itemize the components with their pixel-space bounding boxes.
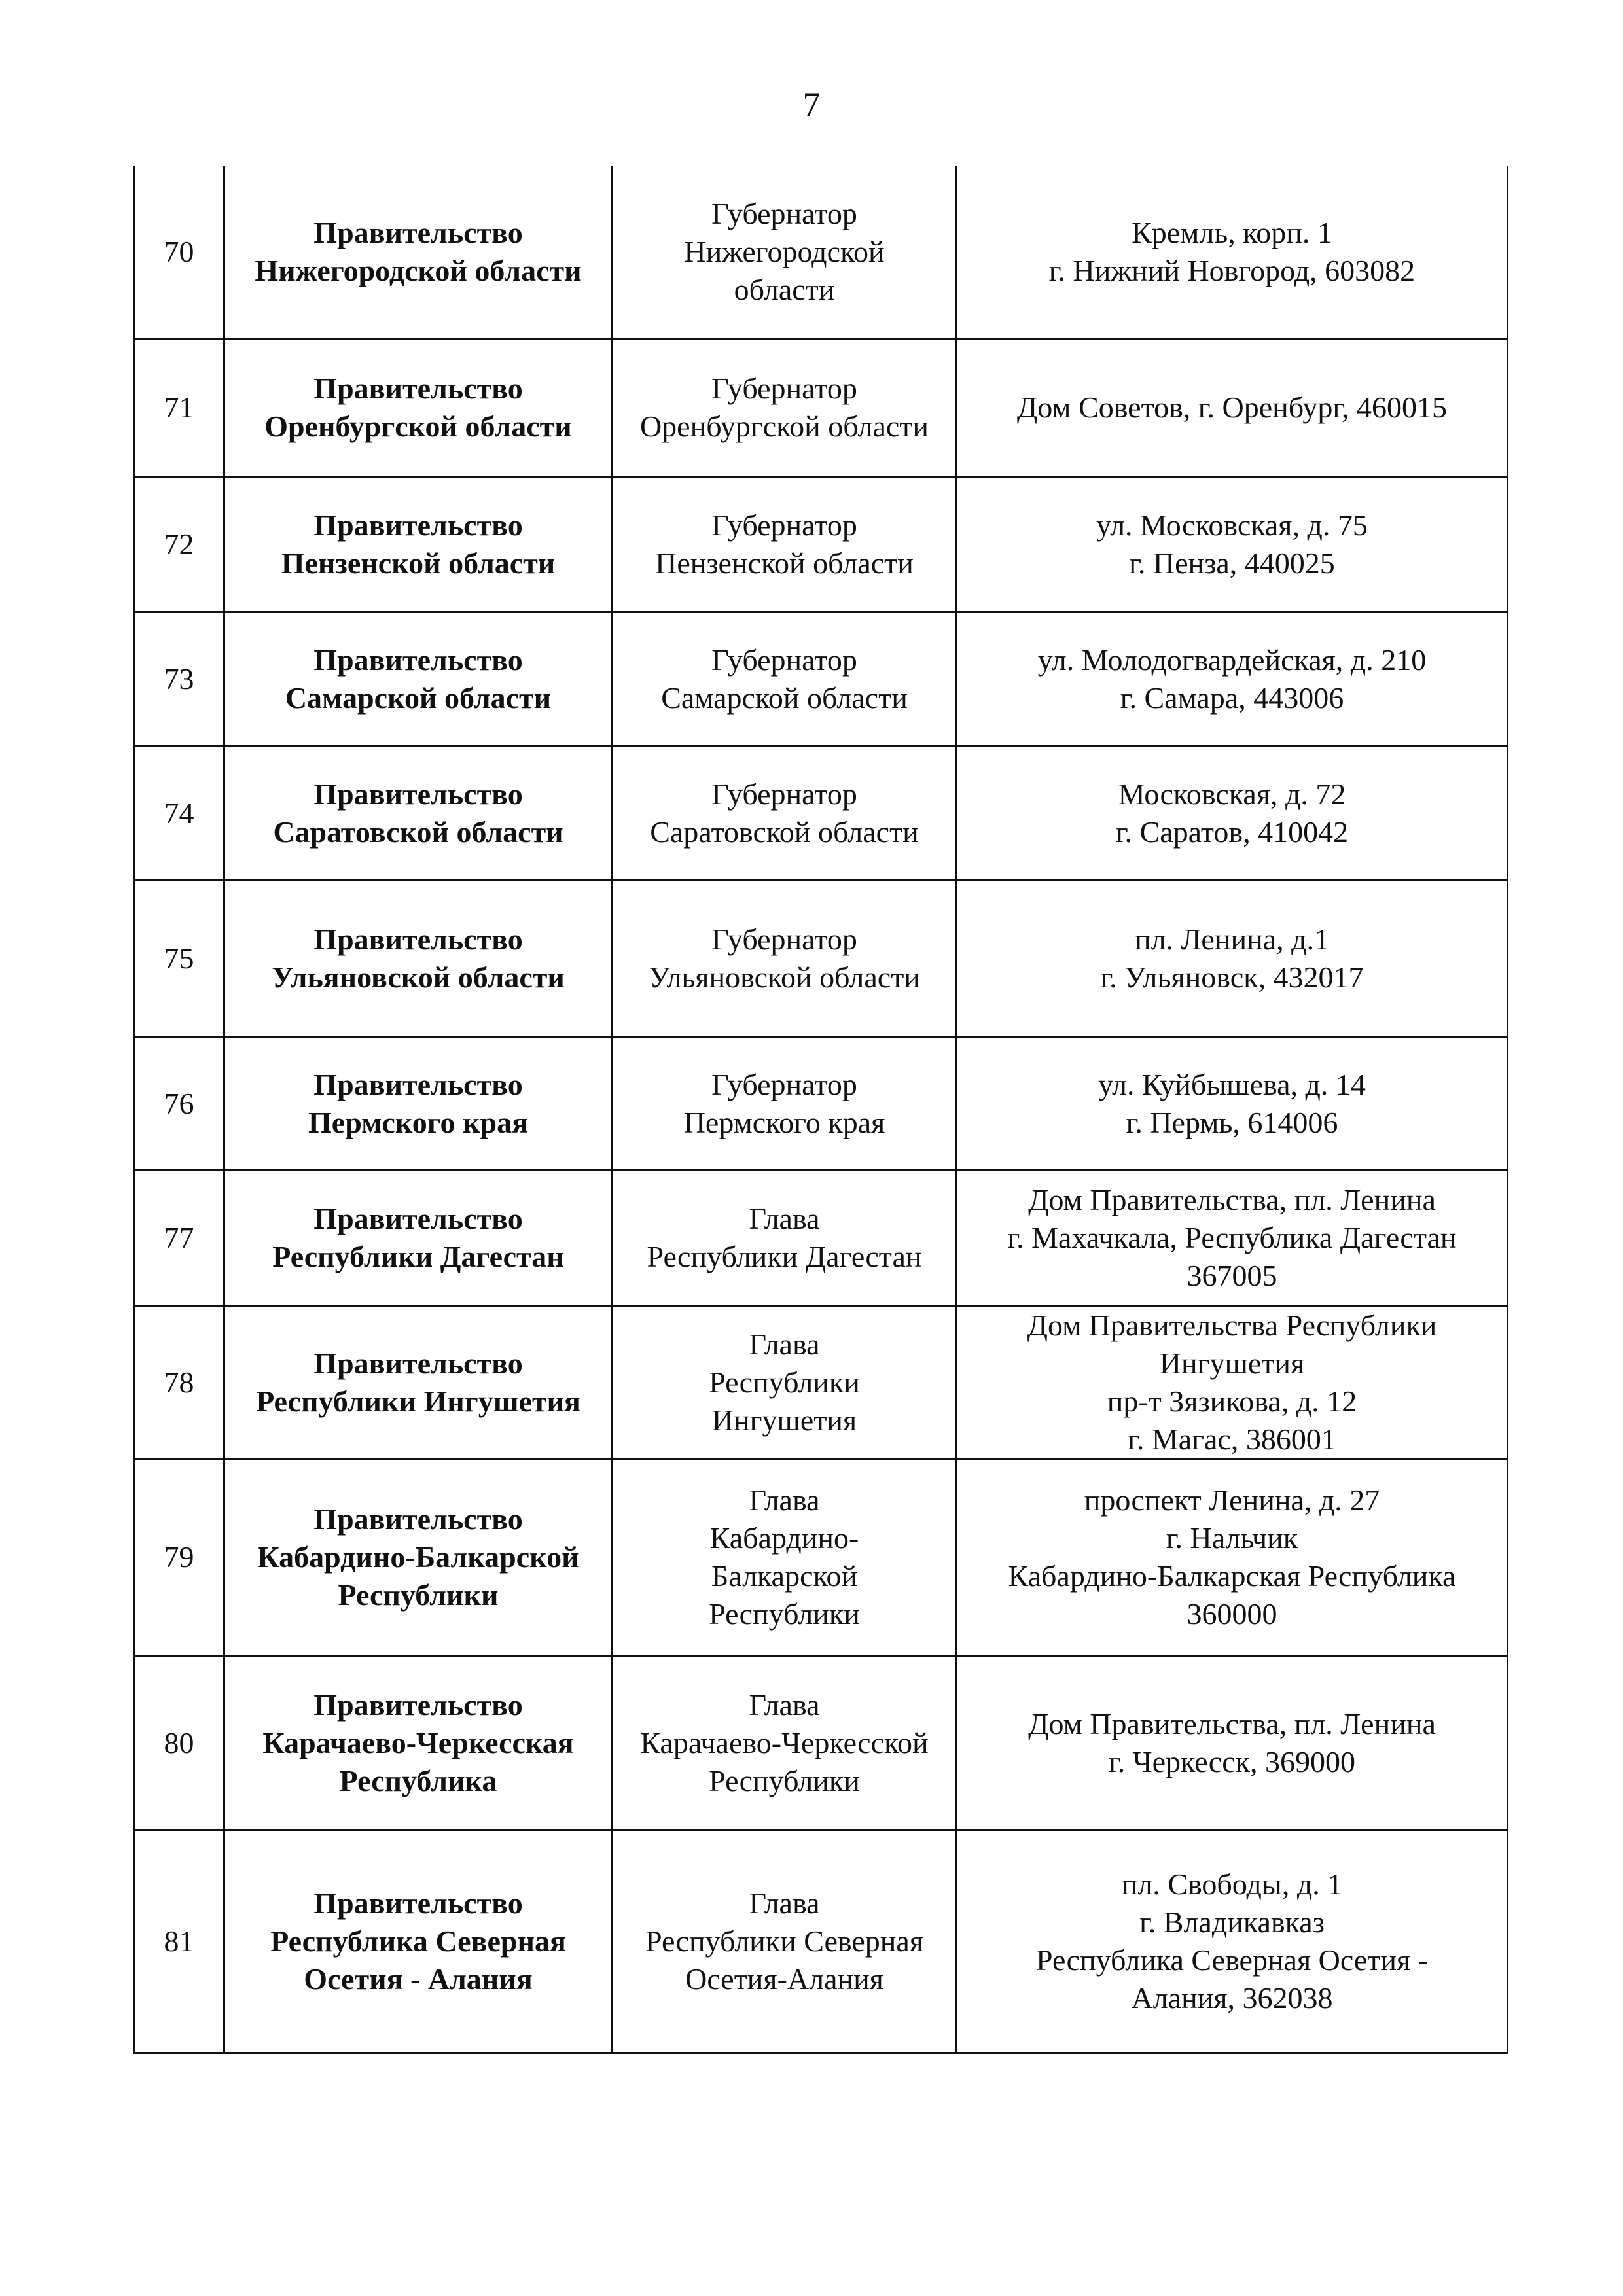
row-number: 78	[134, 1305, 224, 1459]
table-row	[134, 476, 1508, 612]
organization-name: Правительство Самарской области	[224, 612, 613, 746]
address: проспект Ленина, д. 27 г. Нальчик Кабардино-Балкарская Республика 360000	[957, 1459, 1508, 1655]
head-title: Глава Кабардино- Балкарской Республики	[613, 1459, 957, 1655]
address: пл. Свободы, д. 1 г. Владикавказ Республика Северная Осетия - Алания, 362038	[957, 1830, 1508, 2053]
head-title: Губернатор Саратовской области	[613, 746, 957, 880]
address: Кремль, корп. 1 г. Нижний Новгород, 603082	[957, 166, 1508, 339]
address: ул. Куйбышева, д. 14 г. Пермь, 614006	[957, 1037, 1508, 1170]
head-title: Губернатор Ульяновской области	[613, 880, 957, 1037]
organization-name: Правительство Республики Ингушетия	[224, 1305, 613, 1459]
head-title: Глава Карачаево-Черкесской Республики	[613, 1655, 957, 1830]
address: Дом Правительства, пл. Ленина г. Черкесск, 369000	[957, 1655, 1508, 1830]
table-row	[134, 1830, 1508, 2053]
row-number: 74	[134, 746, 224, 880]
address: ул. Московская, д. 75 г. Пенза, 440025	[957, 476, 1508, 612]
table-row	[134, 1305, 1508, 1459]
address: Дом Правительства Республики Ингушетия пр-т Зязикова, д. 12 г. Магас, 386001	[957, 1305, 1508, 1459]
table-row	[134, 166, 1508, 339]
address: ул. Молодогвардейская, д. 210 г. Самара, 443006	[957, 612, 1508, 746]
organization-name: Правительство Карачаево-Черкесская Республика	[224, 1655, 613, 1830]
table-row	[134, 612, 1508, 746]
organization-name: Правительство Оренбургской области	[224, 339, 613, 476]
table-row	[134, 880, 1508, 1037]
organization-name: Правительство Ульяновской области	[224, 880, 613, 1037]
table-row	[134, 1459, 1508, 1655]
head-title: Губернатор Пензенской области	[613, 476, 957, 612]
organization-name: Правительство Пермского края	[224, 1037, 613, 1170]
head-title: Глава Республики Дагестан	[613, 1170, 957, 1305]
organization-name: Правительство Республики Дагестан	[224, 1170, 613, 1305]
address: пл. Ленина, д.1 г. Ульяновск, 432017	[957, 880, 1508, 1037]
row-number: 80	[134, 1655, 224, 1830]
page-number: 7	[802, 85, 821, 124]
table-row	[134, 339, 1508, 476]
address: Дом Правительства, пл. Ленина г. Махачкала, Республика Дагестан 367005	[957, 1170, 1508, 1305]
row-number: 81	[134, 1830, 224, 2053]
row-number: 70	[134, 166, 224, 339]
row-number: 72	[134, 476, 224, 612]
head-title: Губернатор Оренбургской области	[613, 339, 957, 476]
table-row	[134, 1170, 1508, 1305]
organization-name: Правительство Нижегородской области	[224, 166, 613, 339]
row-number: 76	[134, 1037, 224, 1170]
table-row	[134, 1655, 1508, 1830]
organization-name: Правительство Республика Северная Осетия - Алания	[224, 1830, 613, 2053]
head-title: Губернатор Пермского края	[613, 1037, 957, 1170]
table-row	[134, 1037, 1508, 1170]
head-title: Глава Республики Ингушетия	[613, 1305, 957, 1459]
head-title: Глава Республики Северная Осетия-Алания	[613, 1830, 957, 2053]
row-number: 77	[134, 1170, 224, 1305]
organization-name: Правительство Саратовской области	[224, 746, 613, 880]
address: Дом Советов, г. Оренбург, 460015	[957, 339, 1508, 476]
row-number: 79	[134, 1459, 224, 1655]
government-contacts-table	[133, 166, 1508, 2054]
address: Московская, д. 72 г. Саратов, 410042	[957, 746, 1508, 880]
organization-name: Правительство Пензенской области	[224, 476, 613, 612]
head-title: Губернатор Нижегородской области	[613, 166, 957, 339]
organization-name: Правительство Кабардино-Балкарской Республики	[224, 1459, 613, 1655]
head-title: Губернатор Самарской области	[613, 612, 957, 746]
row-number: 73	[134, 612, 224, 746]
row-number: 75	[134, 880, 224, 1037]
row-number: 71	[134, 339, 224, 476]
table-row	[134, 746, 1508, 880]
